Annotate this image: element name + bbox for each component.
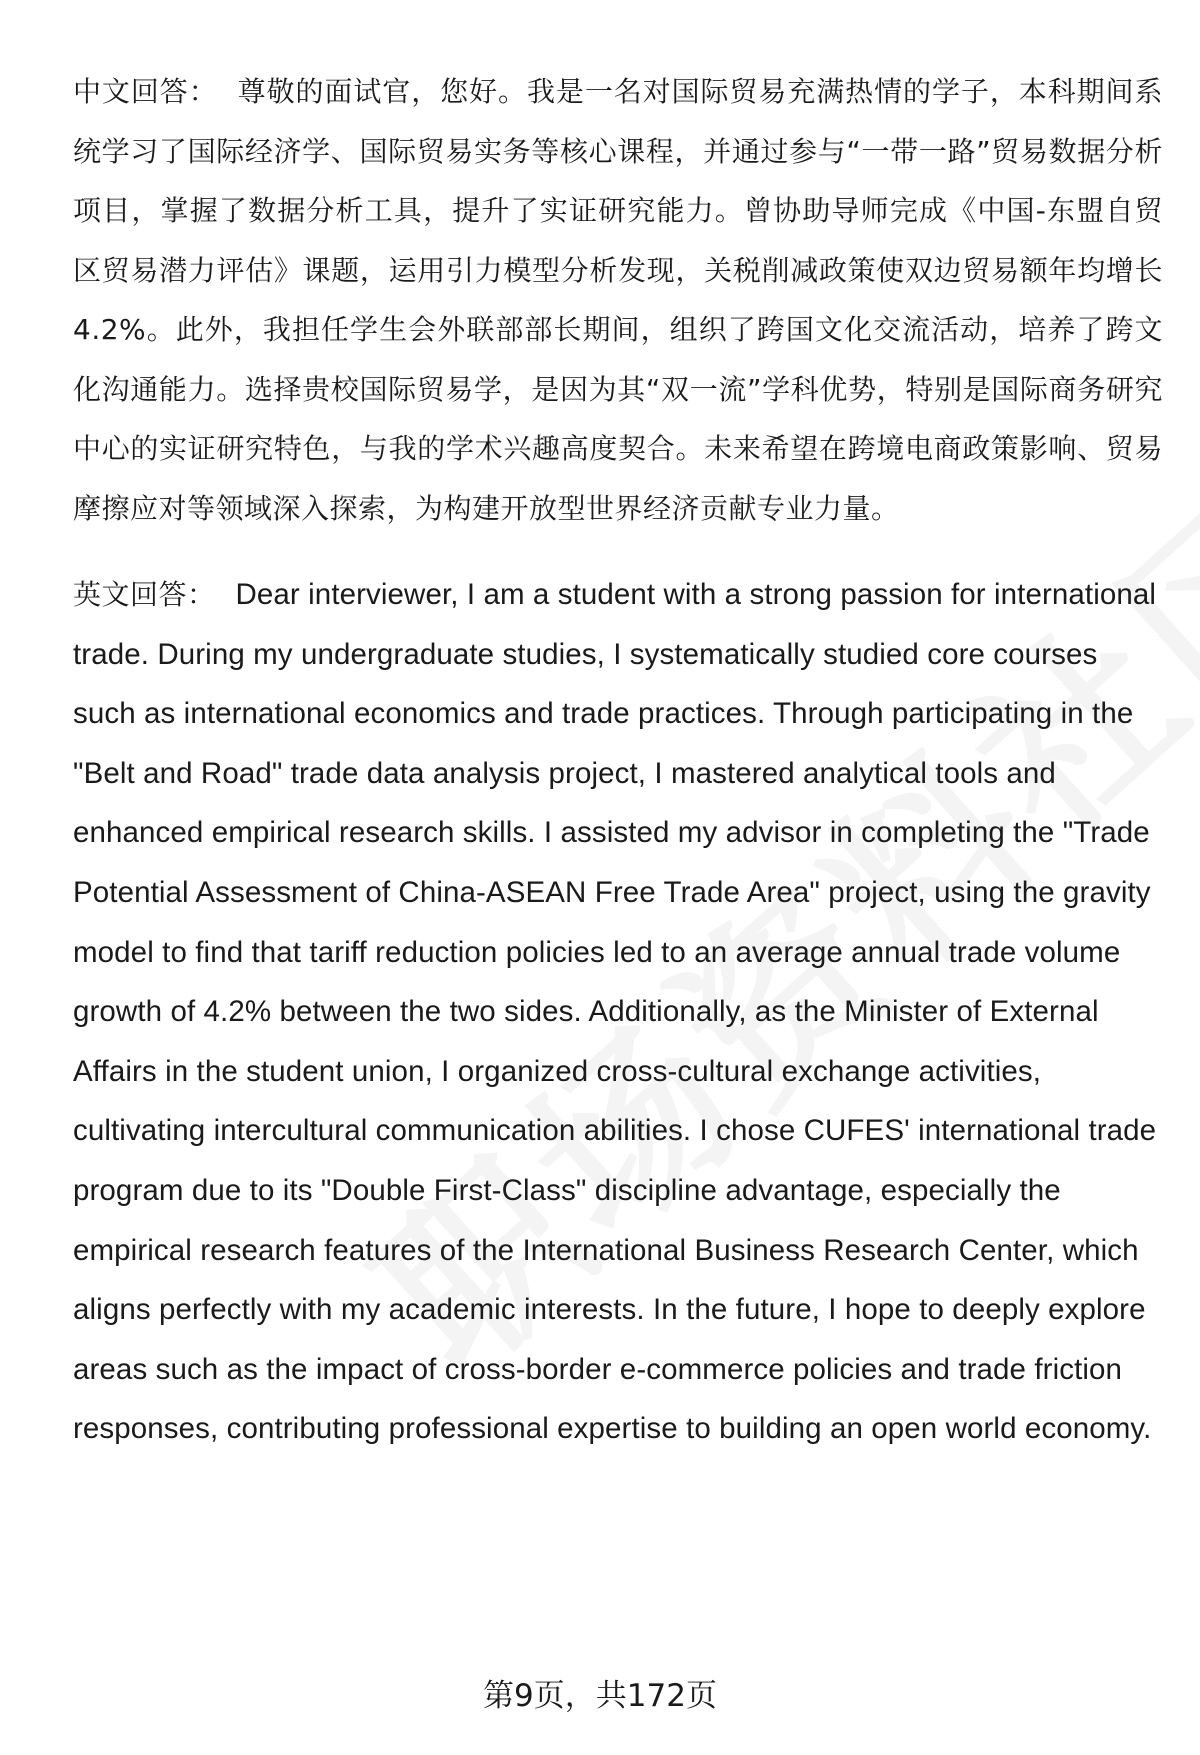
english-answer-text: Dear interviewer, I am a student with a strong passion for international trade. During my undergraduate studies, I systematically studied core courses such as international economics and trade practices. Through participating in the "Belt and Road" trade data analysis project, I mastered analytical tools and enhanced empirical research skills. I assisted my advisor in completing the "Trade Potential Assessment of China-ASEAN Free Trade Area" project, using the gravity model to find that tariff reduction policies led to an average annual trade volume growth of 4.2% between the two sides. Additionally, as the Minister of External Affairs in the student union, I organized cross-cultural exchange activities, cultivating intercultural communication abilities. I chose CUFES' international trade program due to its "Double First-Class" discipline advantage, especially the empirical research features of the International Business Research Center, which aligns perfectly with my academic interests. In the future, I hope to deeply explore areas such as the impact of cross-border e-commerce policies and trade friction responses, contributing professional expertise to building an open world economy. (73, 578, 1157, 1446)
document-body (73, 62, 1163, 1459)
chinese-answer-text: 尊敬的面试官，您好。我是一名对国际贸易充满热情的学子，本科期间系统学习了国际经济学、国际贸易实务等核心课程，并通过参与“一带一路”贸易数据分析项目，掌握了数据分析工具，提升了实证研究能力。曾协助导师完成《中国-东盟自贸区贸易潜力评估》课题，运用引力模型分析发现，关税削减政策使双边贸易额年均增长4.2%。此外，我担任学生会外联部部长期间，组织了跨国文化交流活动，培养了跨文化沟通能力。选择贵校国际贸易学，是因为其“双一流”学科优势，特别是国际商务研究中心的实证研究特色，与我的学术兴趣高度契合。未来希望在跨境电商政策影响、贸易摩擦应对等领域深入探索，为构建开放型世界经济贡献专业力量。 (73, 75, 1163, 525)
page-indicator: 第9页，共172页 (483, 1678, 717, 1714)
english-answer-paragraph (73, 565, 1163, 1459)
chinese-answer-label: 中文回答： (73, 75, 218, 108)
chinese-answer-paragraph (73, 62, 1163, 538)
english-answer-label: 英文回答： (73, 578, 216, 611)
